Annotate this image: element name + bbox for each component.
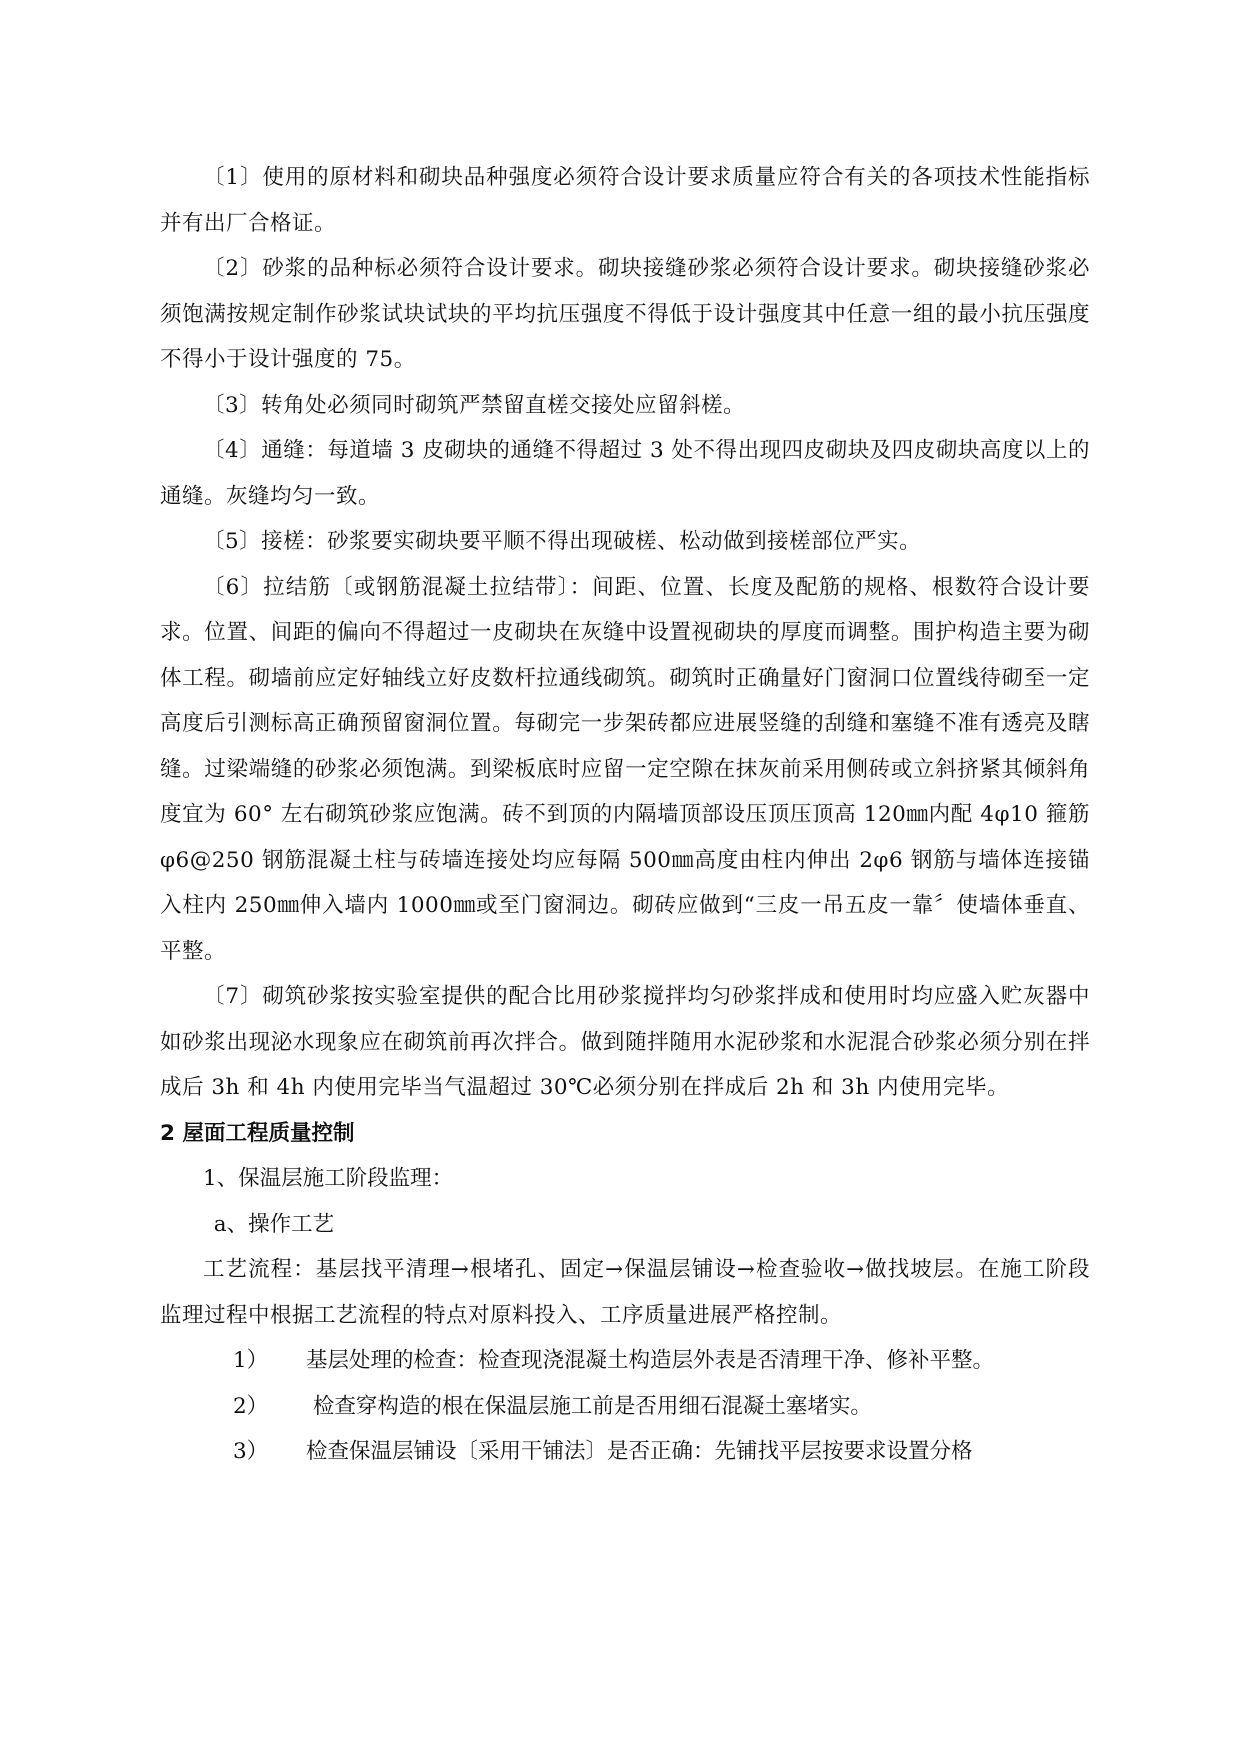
list-number: 1） <box>233 1348 269 1373</box>
list-item-2 <box>160 1384 1090 1430</box>
paragraph-7: 〔7〕砌筑砂浆按实验室提供的配合比用砂浆搅拌均匀砂浆拌成和使用时均应盛入贮灰器中如砂浆出现泌水现象应在砌筑前再次拌合。做到随拌随用水泥砂浆和水泥混合砂浆必须分别在拌成后 3h 和 4h 内使用完毕当气温超过 30℃必须分别在拌成后 2h 和 3h 内使用完毕。 <box>160 984 1090 1100</box>
sub-item-a: a、操作工艺 <box>213 1211 335 1237</box>
list-item-3 <box>160 1429 1090 1475</box>
paragraph-4: 〔4〕通缝：每道墙 3 皮砌块的通缝不得超过 3 处不得出现四皮砌块及四皮砌块高度以上的通缝。灰缝均匀一致。 <box>160 438 1090 509</box>
list-text: 检查穿构造的根在保温层施工前是否用细石混凝土塞堵实。 <box>306 1393 872 1419</box>
paragraph-3: 〔3〕转角处必须同时砌筑严禁留直槎交接处应留斜槎。 <box>203 392 746 418</box>
paragraph-1: 〔1〕使用的原材料和砌块品种强度必须符合设计要求质量应符合有关的各项技术性能指标并有出厂合格证。 <box>160 165 1090 236</box>
list-text: 基层处理的检查：检查现浇混凝土构造层外表是否清理干净、修补平整。 <box>306 1348 995 1373</box>
list-number: 2） <box>233 1393 269 1419</box>
paragraph-5: 〔5〕接槎：砂浆要实砌块要平顺不得出现破槎、松动做到接槎部位严实。 <box>203 529 922 554</box>
list-text: 检查保温层铺设〔采用干铺法〕是否正确：先铺找平层按要求设置分格 <box>306 1439 973 1464</box>
list-number: 3） <box>233 1439 269 1464</box>
list-item-1 <box>160 1338 1090 1384</box>
document-body <box>160 155 1090 1475</box>
section-heading: 2 屋面工程质量控制 <box>160 1120 355 1146</box>
subsection-title: 1、保温层施工阶段监理： <box>203 1166 454 1191</box>
process-paragraph: 工艺流程：基层找平清理→根堵孔、固定→保温层铺设→检查验收→做找坡层。在施工阶段监理过程中根据工艺流程的特点对原料投入、工序质量进展严格控制。 <box>160 1257 1090 1328</box>
paragraph-2: 〔2〕砂浆的品种标必须符合设计要求。砌块接缝砂浆必须符合设计要求。砌块接缝砂浆必须饱满按规定制作砂浆试块试块的平均抗压强度不得低于设计强度其中任意一组的最小抗压强度不得小于设计强度的 75。 <box>160 256 1090 372</box>
paragraph-6: 〔6〕拉结筋〔或钢筋混凝土拉结带〕：间距、位置、长度及配筋的规格、根数符合设计要求。位置、间距的偏向不得超过一皮砌块在灰缝中设置视砌块的厚度而调整。围护构造主要为砌体工程。砌墙前应定好轴线立好皮数杆拉通线砌筑。砌筑时正确量好门窗洞口位置线待砌至一定高度后引测标高正确预留窗洞位置。每砌完一步架砖都应进展竖缝的刮缝和塞缝不准有透亮及瞎缝。过梁端缝的砂浆必须饱满。到梁板底时应留一定空隙在抹灰前采用侧砖或立斜挤紧其倾斜角度宜为 60° 左右砌筑砂浆应饱满。砖不到顶的内隔墙顶部设压顶压顶高 120㎜内配 4φ10 箍筋φ6@250 钢筋混凝土柱与砖墙连接处均应每隔 500㎜高度由柱内伸出 2φ6 钢筋与墙体连接锚入柱内 250㎜伸入墙内 1000㎜或至门窗洞边。砌砖应做到“三皮一吊五皮一靠〞使墙体垂直、平整。 <box>160 574 1090 964</box>
